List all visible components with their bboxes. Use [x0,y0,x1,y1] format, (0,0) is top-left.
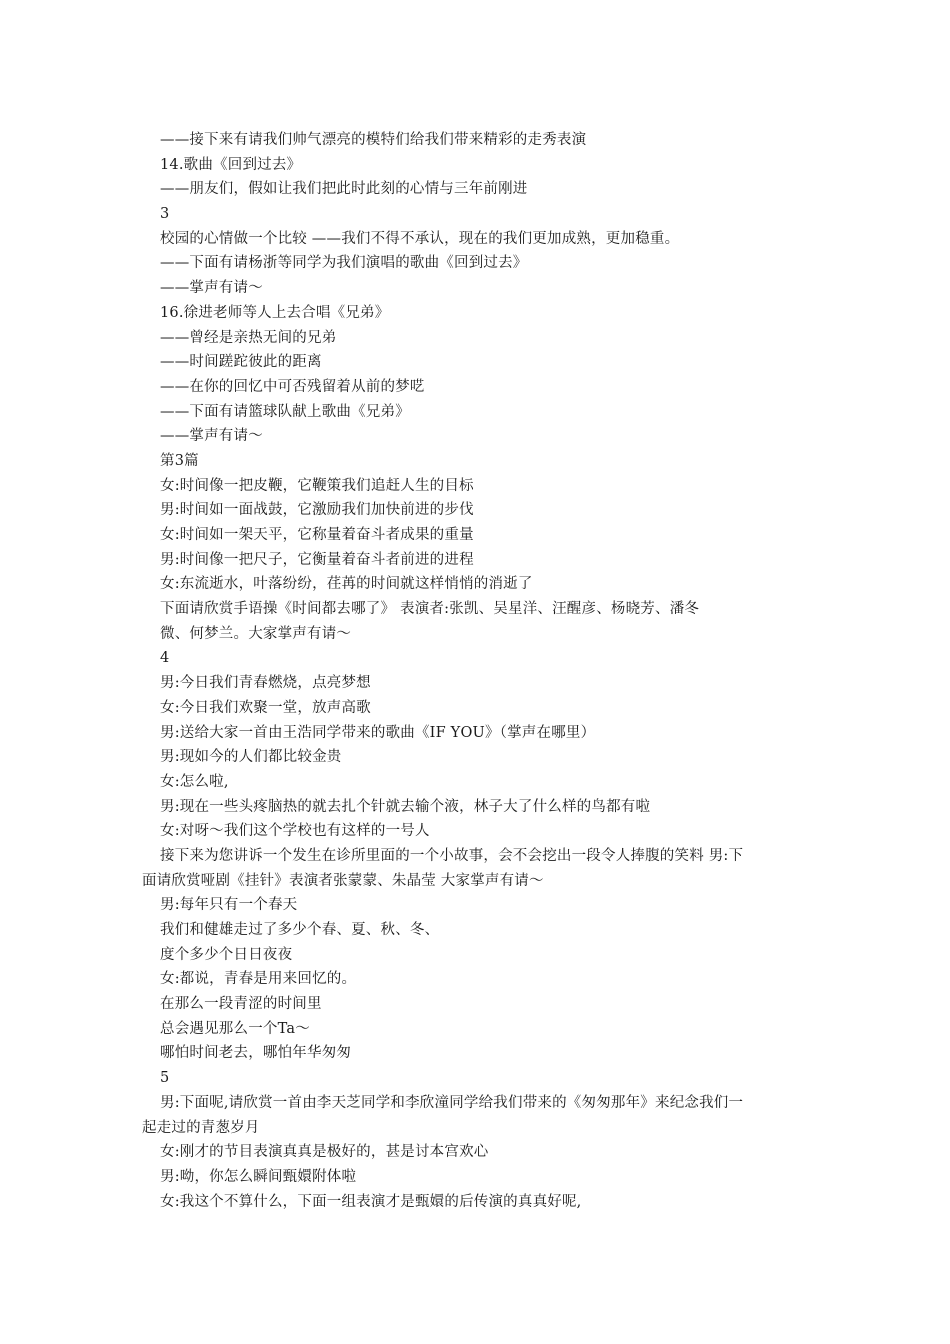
text-line: 度个多少个日日夜夜 [160,946,293,963]
text-line: 男:送给大家一首由王浩同学带来的歌曲《IF YOU》（掌声在哪里） [160,724,596,741]
text-line: 女:今日我们欢聚一堂，放声高歌 [160,699,371,716]
text-line: 4 [160,650,170,667]
text-line: 起走过的青葱岁月 [142,1119,260,1136]
text-line: 接下来为您讲诉一个发生在诊所里面的一个小故事，会不会挖出一段令人捧腹的笑料 男:下 [160,847,744,864]
text-line: 下面请欣赏手语操《时间都去哪了》 表演者:张凯、吴星洋、汪醒彦、杨晓芳、潘冬 [160,601,700,618]
text-line: 女:时间像一把皮鞭，它鞭策我们追赶人生的目标 [160,477,474,494]
text-line: 女:怎么啦, [160,773,229,790]
text-line: 在那么一段青涩的时间里 [160,996,322,1013]
text-line: 女:我这个不算什么，下面一组表演才是甄嬛的后传演的真真好呢, [160,1193,582,1210]
document-body [142,128,810,1214]
text-line: 男:现在一些头疼脑热的就去扎个针就去输个液，林子大了什么样的鸟都有啦 [160,798,651,815]
text-line: 总会遇见那么一个Ta～ [160,1020,310,1037]
text-line: 3 [160,206,170,223]
text-line: 男:现如今的人们都比较金贵 [160,749,342,766]
text-line: ——下面有请篮球队献上歌曲《兄弟》 [160,403,410,420]
text-line: 哪怕时间老去，哪怕年华匆匆 [160,1045,352,1062]
text-line: 面请欣赏哑剧《挂针》表演者张蒙蒙、朱晶莹 大家掌声有请～ [142,872,544,889]
text-line: ——在你的回忆中可否残留着从前的梦呓 [160,378,425,395]
text-line: 男:时间像一把尺子，它衡量着奋斗者前进的进程 [160,551,474,568]
text-line: ——曾经是亲热无间的兄弟 [160,329,337,346]
text-line: 男:今日我们青春燃烧，点亮梦想 [160,675,371,692]
text-line: 5 [160,1070,170,1087]
text-line: 14.歌曲《回到过去》 [160,156,302,173]
text-line: 男:时间如一面战鼓，它激励我们加快前进的步伐 [160,502,474,519]
text-line: 男:每年只有一个春天 [160,897,298,914]
text-line: 女:东流逝水，叶落纷纷，荏苒的时间就这样悄悄的消逝了 [160,576,533,593]
text-line: ——掌声有请～ [160,280,263,297]
text-line: 16.徐进老师等人上去合唱《兄弟》 [160,304,390,321]
text-line: 女:时间如一架天平，它称量着奋斗者成果的重量 [160,527,474,543]
text-line: ——朋友们，假如让我们把此时此刻的心情与三年前刚进 [160,181,528,198]
text-line: ——时间蹉跎彼此的距离 [160,354,322,371]
text-line: 校园的心情做一个比较 ——我们不得不承认，现在的我们更加成熟，更加稳重。 [160,230,680,247]
text-line: 女:对呀～我们这个学校也有这样的一号人 [160,823,430,840]
text-line: 第3篇 [160,452,199,469]
text-line: 女:刚才的节目表演真真是极好的，甚是讨本宫欢心 [160,1144,489,1161]
text-line: ——下面有请杨浙等同学为我们演唱的歌曲《回到过去》 [160,255,528,272]
text-line: 女:都说，青春是用来回忆的。 [160,971,357,988]
text-line: 微、何梦兰。大家掌声有请～ [160,625,352,642]
text-line: 男:呦，你怎么瞬间甄嬛附体啦 [160,1168,357,1185]
text-line: ——掌声有请～ [160,428,263,445]
text-line: 男:下面呢,请欣赏一首由李天芝同学和李欣潼同学给我们带来的《匆匆那年》来纪念我们一 [160,1094,744,1111]
text-line: ——接下来有请我们帅气漂亮的模特们给我们带来精彩的走秀表演 [160,132,587,148]
text-line: 我们和健雄走过了多少个春、夏、秋、冬、 [160,922,440,938]
